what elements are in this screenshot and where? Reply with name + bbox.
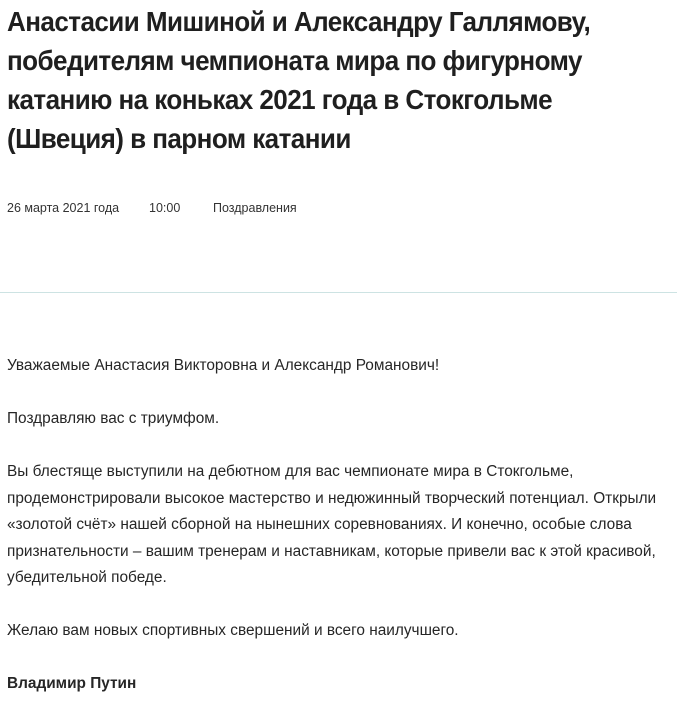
- salutation: Уважаемые Анастасия Викторовна и Александр Романович!: [7, 357, 440, 374]
- page-title: Анастасии Мишиной и Александру Галлямову, победителям чемпионата мира по фигурному катанию на коньках 2021 года в Стокгольме (Швеция) в парном катании: [7, 6, 591, 154]
- category-link[interactable]: Поздравления: [213, 201, 297, 215]
- signature: Владимир Путин: [7, 675, 137, 692]
- intro-paragraph: Поздравляю вас с триумфом.: [7, 410, 220, 427]
- closing-paragraph: Желаю вам новых спортивных свершений и всего наилучшего.: [7, 622, 459, 639]
- body-paragraph: Вы блестяще выступили на дебютном для вас чемпионате мира в Стокгольме, продемонстрировали высокое мастерство и недюжинный творческий потенциал. Открыли «золотой счёт» нашей сборной на нынешних соревнованиях. И конечно, особые слова признательности – вашим тренерам и наставникам, которые привели вас к этой красивой, убедительной победе.: [7, 463, 657, 586]
- divider: [0, 292, 677, 293]
- article-body: [7, 353, 667, 724]
- publication-date: 26 марта 2021 года: [7, 201, 120, 215]
- publication-time: 10:00: [149, 201, 181, 215]
- article-meta: [7, 201, 297, 215]
